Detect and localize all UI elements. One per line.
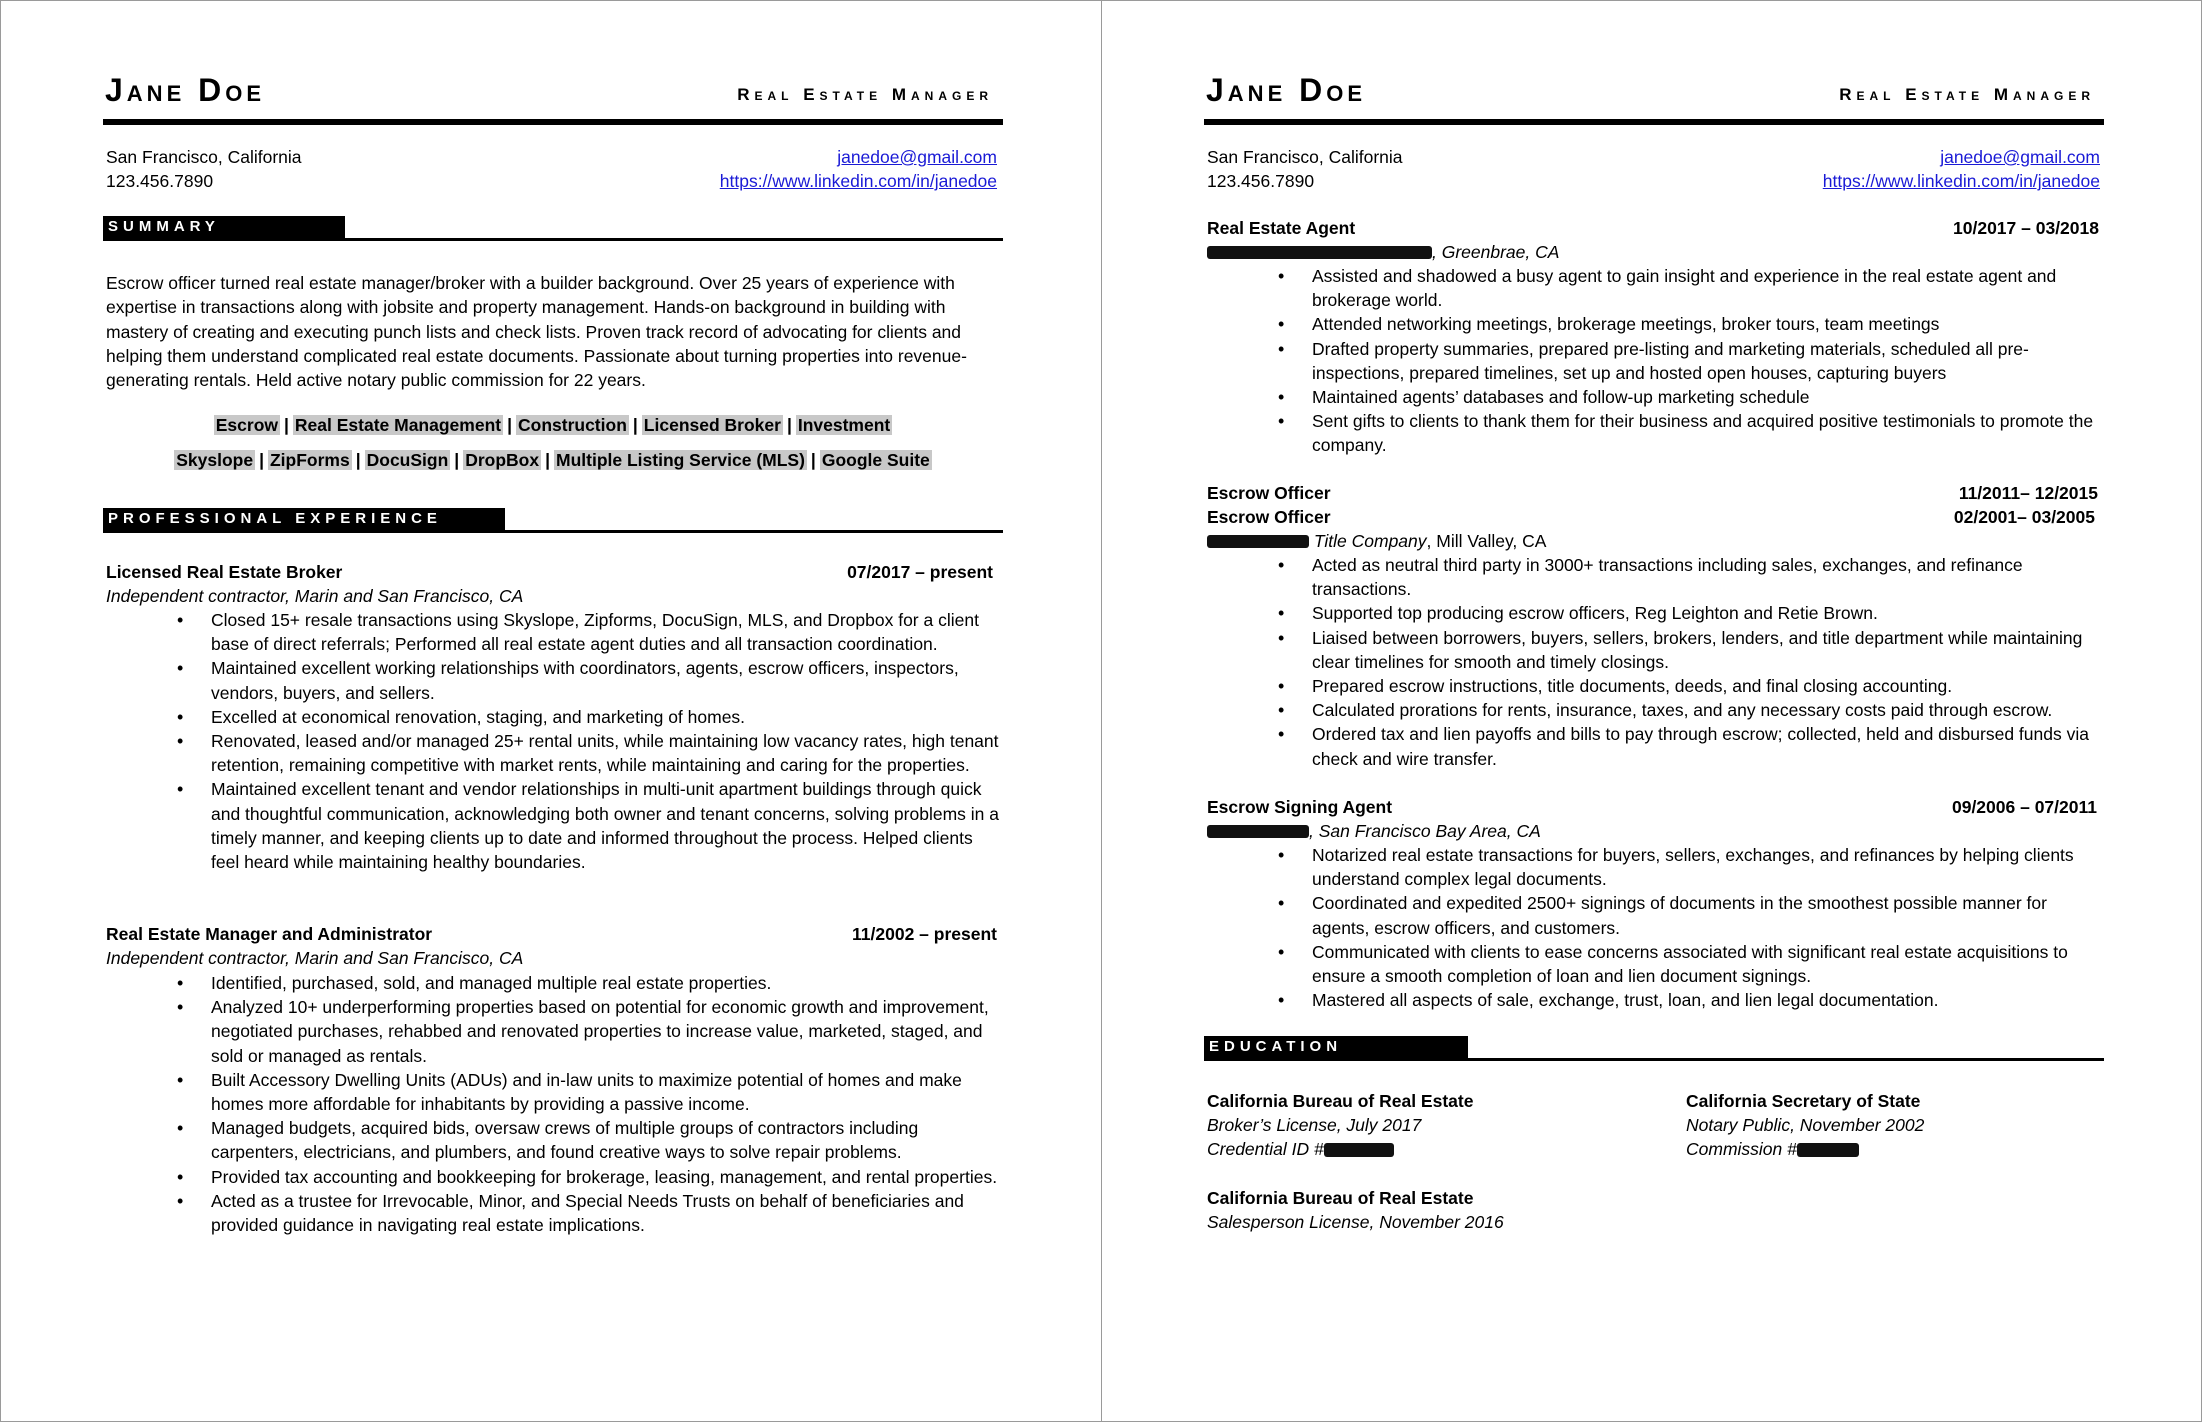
education-detail: Notary Public, November 2002 — [1686, 1115, 1925, 1135]
redacted-id — [1324, 1143, 1394, 1157]
education-detail: Salesperson License, November 2016 — [1207, 1212, 1504, 1232]
list-item: • Attended networking meetings, brokerage meetings, broker tours, team meetings — [1312, 312, 2102, 336]
list-item: • Maintained excellent working relationships with coordinators, agents, escrow officers, inspectors, vendors, buyers, and sellers. — [211, 656, 1001, 704]
redacted-company — [1207, 246, 1432, 259]
skill-tag: Licensed Broker — [643, 415, 781, 435]
job-dates-2: 02/2001– 03/2005 — [1953, 507, 2095, 527]
education-org: California Bureau of Real Estate — [1207, 1188, 1474, 1208]
job-org: , San Francisco Bay Area, CA — [1207, 819, 1541, 843]
job-role: Real Estate Agent — [1207, 218, 1356, 238]
education-credential: Credential ID # — [1207, 1137, 1473, 1161]
education-org: California Secretary of State — [1686, 1091, 1921, 1111]
job-role: Real Estate Manager and Administrator — [106, 924, 433, 944]
job-org: Independent contractor, Marin and San Francisco, CA — [106, 948, 524, 968]
redacted-id — [1797, 1143, 1859, 1157]
list-item: • Managed budgets, acquired bids, oversaw crews of multiple groups of contractors including carpenters, electricians, and plumbers, and found creative ways to solve repair problems. — [211, 1116, 1001, 1164]
education-credential: Commission # — [1686, 1137, 1924, 1161]
skill-tag: DocuSign — [366, 450, 449, 470]
summary-heading: SUMMARY — [103, 216, 345, 238]
skill-tag: Investment — [797, 415, 891, 435]
list-item: • Excelled at economical renovation, staging, and marketing of homes. — [211, 705, 1001, 729]
list-item: • Supported top producing escrow officers, Reg Leighton and Retie Brown. — [1312, 601, 2102, 625]
linkedin-link[interactable]: https://www.linkedin.com/in/janedoe — [1822, 171, 2100, 191]
list-item: • Mastered all aspects of sale, exchange, trust, loan, and lien legal documentation. — [1312, 988, 2102, 1012]
list-item: • Drafted property summaries, prepared pre-listing and marketing materials, scheduled all pre-inspections, prepared timelines, set up and hosted open houses, capturing buyers — [1312, 337, 2102, 385]
job-role-2: Escrow Officer — [1207, 507, 1331, 527]
redacted-company — [1207, 825, 1309, 838]
email-link[interactable]: janedoe@gmail.com — [1940, 147, 2100, 167]
job-bullets — [1312, 264, 2102, 458]
job-org: Title Company, Mill Valley, CA — [1207, 529, 1546, 553]
job-dates: 11/2011– 12/2015 — [1958, 483, 2098, 503]
job-bullets — [1312, 553, 2102, 771]
list-item: • Prepared escrow instructions, title documents, deeds, and final closing accounting. — [1312, 674, 2102, 698]
job-role: Licensed Real Estate Broker — [106, 562, 343, 582]
resume-page-2 — [1101, 0, 2202, 1422]
summary-section-bar — [103, 216, 1003, 242]
list-item: • Identified, purchased, sold, and managed multiple real estate properties. — [211, 971, 1001, 995]
education-org: California Bureau of Real Estate — [1207, 1091, 1474, 1111]
skill-tag: Real Estate Management — [294, 415, 502, 435]
education-entry — [1207, 1186, 1504, 1234]
education-section-bar — [1204, 1036, 2104, 1062]
job-org: Independent contractor, Marin and San Francisco, CA — [106, 586, 524, 606]
job-title: Real Estate Manager — [1839, 85, 2095, 104]
job-title: Real Estate Manager — [737, 85, 993, 104]
email-link[interactable]: janedoe@gmail.com — [837, 147, 997, 167]
job-role: Escrow Officer — [1207, 483, 1331, 503]
experience-heading: PROFESSIONAL EXPERIENCE — [103, 508, 505, 530]
education-entry — [1686, 1089, 1924, 1161]
location: San Francisco, California — [1207, 147, 1403, 167]
experience-section-bar — [103, 508, 1003, 534]
header-rule — [103, 119, 1003, 125]
list-item: • Maintained agents’ databases and follow-up marketing schedule — [1312, 385, 2102, 409]
job-dates: 11/2002 – present — [852, 924, 997, 944]
list-item: • Assisted and shadowed a busy agent to gain insight and experience in the real estate agent and brokerage world. — [1312, 264, 2102, 312]
skills-row-2: Skyslope | ZipForms | DocuSign | DropBox | Multiple Listing Service (MLS) | Google Suite — [176, 450, 930, 470]
list-item: • Acted as neutral third party in 3000+ transactions including sales, exchanges, and refinance transactions. — [1312, 553, 2102, 601]
education-heading: EDUCATION — [1204, 1036, 1468, 1058]
skill-tag: Skyslope — [176, 450, 254, 470]
list-item: • Maintained excellent tenant and vendor relationships in multi-unit apartment buildings through quick and thoughtful communication, acknowledging both owner and tenant concerns, solving problems in a timely manner, and keeping clients up to date and informed throughout the process. Helped clients feel heard while maintaining healthy boundaries. — [211, 777, 1001, 874]
job-dates: 10/2017 – 03/2018 — [1953, 218, 2099, 238]
phone: 123.456.7890 — [106, 171, 214, 191]
list-item: • Communicated with clients to ease concerns associated with significant real estate acquisitions to ensure a smooth completion of loan and lien document signings. — [1312, 940, 2102, 988]
candidate-name: Jane Doe — [1206, 72, 1367, 108]
job-org: , Greenbrae, CA — [1207, 240, 1559, 264]
list-item: • Built Accessory Dwelling Units (ADUs) and in-law units to maximize potential of homes and make homes more affordable for inhabitants by providing a passive income. — [211, 1068, 1001, 1116]
candidate-name: Jane Doe — [105, 72, 266, 108]
education-detail: Broker’s License, July 2017 — [1207, 1115, 1422, 1135]
skills-row-1: Escrow | Real Estate Management | Construction | Licensed Broker | Investment — [215, 415, 891, 435]
skill-tag: Multiple Listing Service (MLS) — [556, 450, 805, 470]
list-item: • Provided tax accounting and bookkeeping for brokerage, leasing, management, and rental properties. — [211, 1165, 1001, 1189]
job-bullets — [1312, 843, 2102, 1012]
job-dates: 07/2017 – present — [847, 562, 993, 582]
list-item: • Calculated prorations for rents, insurance, taxes, and any necessary costs paid through escrow. — [1312, 698, 2102, 722]
education-entry — [1207, 1089, 1473, 1161]
skill-tag: Escrow — [215, 415, 278, 435]
job-bullets — [211, 971, 1001, 1237]
list-item: • Coordinated and expedited 2500+ signings of documents in the smoothest possible manner for agents, escrow officers, and customers. — [1312, 891, 2102, 939]
list-item: • Closed 15+ resale transactions using Skyslope, Zipforms, DocuSign, MLS, and Dropbox for a client base of direct referrals; Performed all real estate agent duties and all transaction coordination. — [211, 608, 1001, 656]
list-item: • Sent gifts to clients to thank them for their business and acquired positive testimonials to promote the company. — [1312, 409, 2102, 457]
job-role: Escrow Signing Agent — [1207, 797, 1393, 817]
skill-tag: DropBox — [465, 450, 540, 470]
job-bullets — [211, 608, 1001, 874]
skill-tag: Construction — [518, 415, 627, 435]
list-item: • Analyzed 10+ underperforming properties based on potential for economic growth and improvement, negotiated purchases, rehabbed and renovated properties to increase value, marketed, staged, and sold or managed as rentals. — [211, 995, 1001, 1068]
header-rule — [1204, 119, 2104, 125]
linkedin-link[interactable]: https://www.linkedin.com/in/janedoe — [719, 171, 997, 191]
skill-tag: ZipForms — [269, 450, 350, 470]
phone: 123.456.7890 — [1207, 171, 1315, 191]
skill-tag: Google Suite — [821, 450, 930, 470]
list-item: • Acted as a trustee for Irrevocable, Minor, and Special Needs Trusts on behalf of beneficiaries and provided guidance in navigating real estate implications. — [211, 1189, 1001, 1237]
resume-page-1 — [0, 0, 1102, 1422]
redacted-company — [1207, 535, 1309, 548]
location: San Francisco, California — [106, 147, 302, 167]
summary-text: Escrow officer turned real estate manager/broker with a builder background. Over 25 years of experience with expertise in transactions along with jobsite and property management. Hands-on background in building with mastery of creating and executing punch lists and check lists. Proven track record of advocating for clients and helping them understand complicated real estate documents. Passionate about turning properties into revenue-generating rentals. Held active notary public commission for 22 years. — [106, 273, 967, 391]
list-item: • Notarized real estate transactions for buyers, sellers, exchanges, and refinances by helping clients understand complex legal documents. — [1312, 843, 2102, 891]
list-item: • Liaised between borrowers, buyers, sellers, brokers, lenders, and title department while maintaining clear timelines for smooth and timely closings. — [1312, 626, 2102, 674]
job-dates: 09/2006 – 07/2011 — [1951, 797, 2097, 817]
list-item: • Ordered tax and lien payoffs and bills to pay through escrow; collected, held and disbursed funds via check and wire transfer. — [1312, 722, 2102, 770]
list-item: • Renovated, leased and/or managed 25+ rental units, while maintaining low vacancy rates, high tenant retention, remaining competitive with market rents, while maintaining and caring for the properties. — [211, 729, 1001, 777]
